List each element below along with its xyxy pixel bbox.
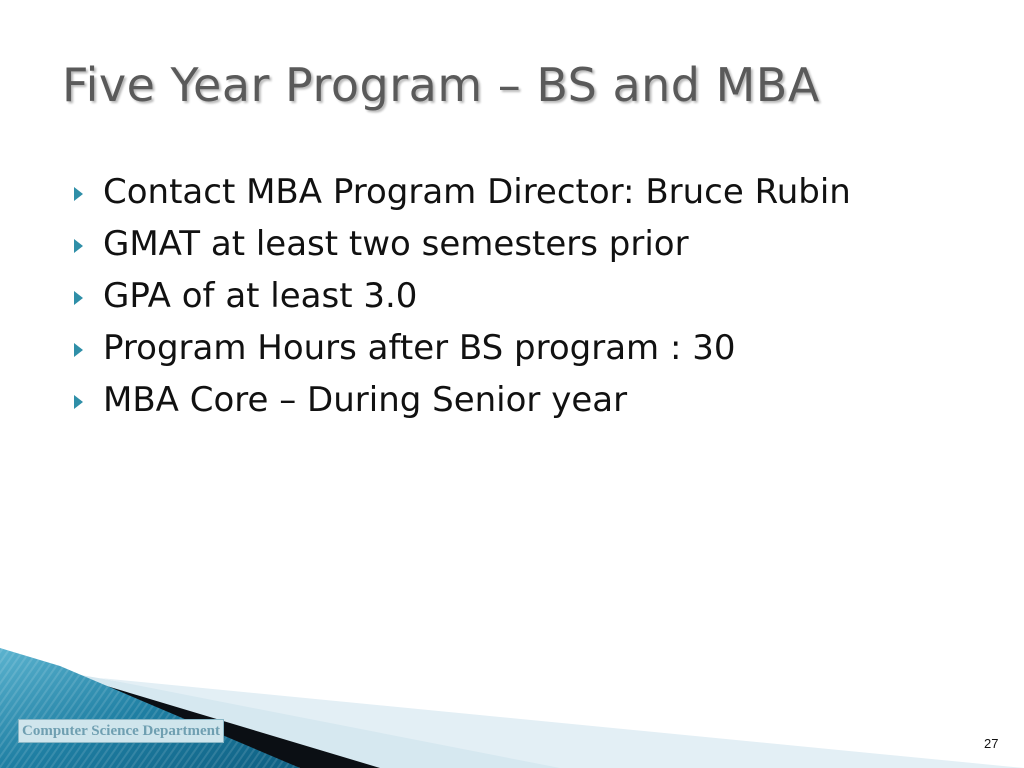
bullet-list: [74, 166, 851, 426]
list-item: [74, 166, 851, 218]
page-number: 27: [984, 736, 999, 751]
list-item: [74, 218, 851, 270]
triangle-bullet-icon: [74, 187, 83, 201]
bullet-text: GMAT at least two semesters prior: [103, 224, 689, 264]
list-item: [74, 374, 851, 426]
footer-decoration: [0, 640, 1024, 768]
department-label: Computer Science Department: [18, 719, 224, 743]
list-item: [74, 322, 851, 374]
list-item: [74, 270, 851, 322]
triangle-bullet-icon: [74, 343, 83, 357]
triangle-bullet-icon: [74, 395, 83, 409]
bullet-text: GPA of at least 3.0: [103, 276, 418, 316]
bullet-text: Contact MBA Program Director: Bruce Rubin: [103, 172, 851, 212]
bullet-text: Program Hours after BS program : 30: [103, 328, 736, 368]
triangle-bullet-icon: [74, 291, 83, 305]
slide-title: Five Year Program – BS and MBA: [62, 58, 820, 112]
bullet-text: MBA Core – During Senior year: [103, 380, 628, 420]
triangle-bullet-icon: [74, 239, 83, 253]
